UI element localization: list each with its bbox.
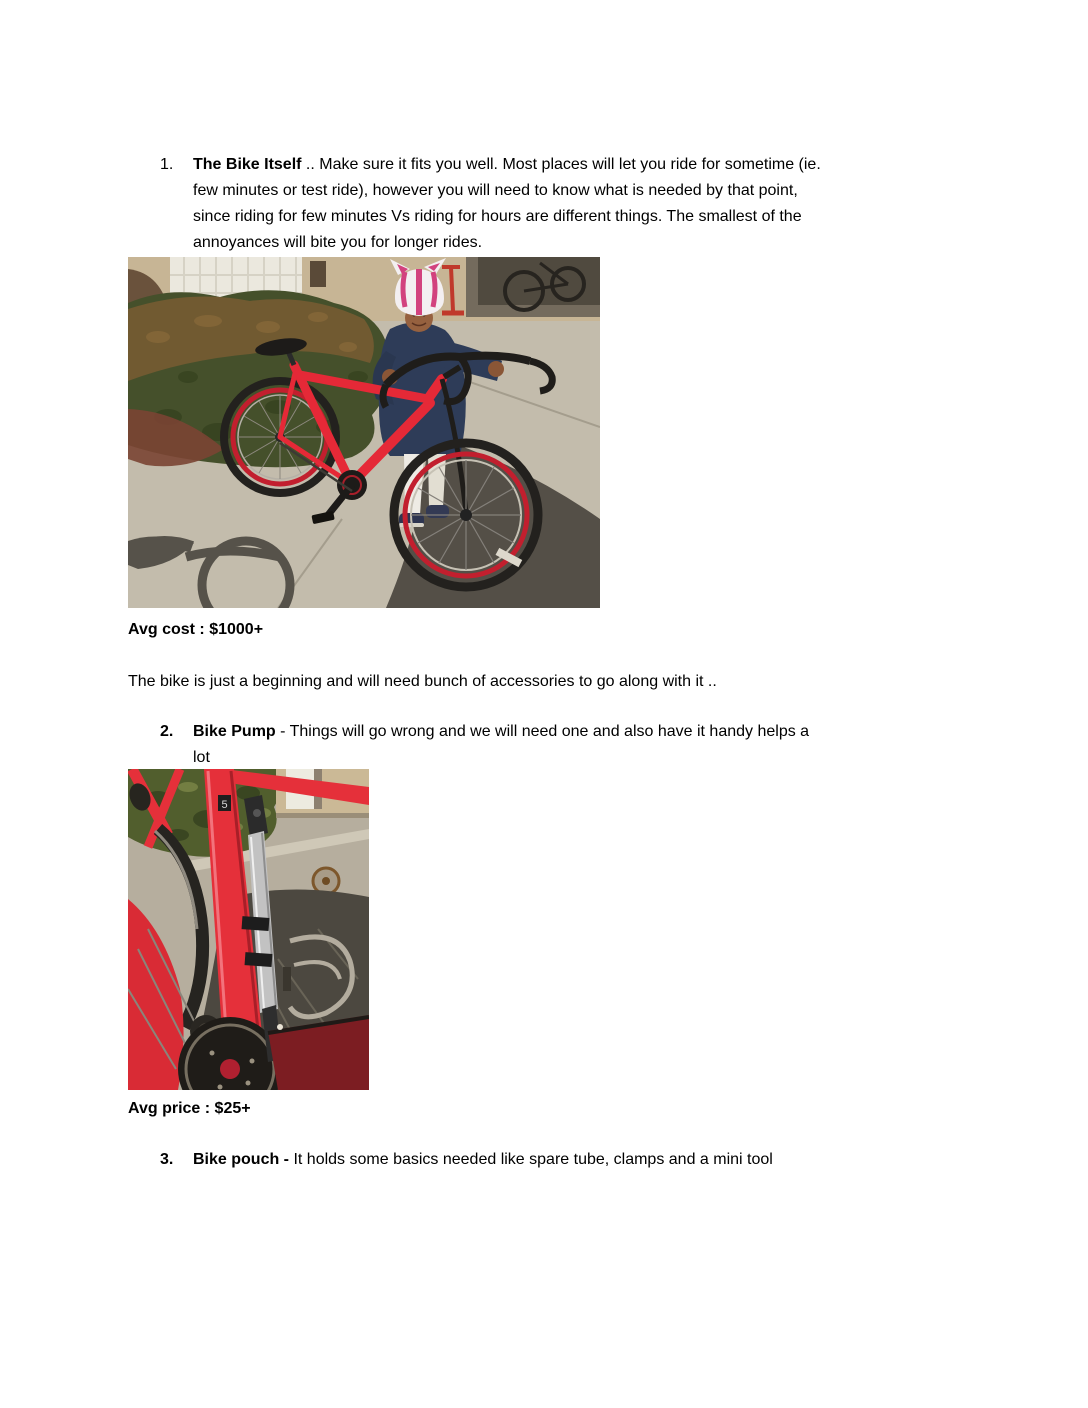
- text-line: lot: [193, 749, 210, 766]
- photo-bike-pump-on-frame: [128, 769, 369, 1090]
- text-line: Bike Pump - Things will go wrong and we will need one and also have it handy helps a: [193, 723, 810, 740]
- text-line: Bike pouch - It holds some basics needed like spare tube, clamps and a mini tool: [193, 1151, 773, 1168]
- list-number: 2.: [160, 723, 174, 740]
- manhole-cover: [313, 868, 339, 894]
- list-item-1: [160, 152, 821, 256]
- list-item-3: [160, 1147, 773, 1173]
- list-item-text: [193, 1147, 773, 1173]
- avg-price-caption: Avg price : $25+: [128, 1100, 251, 1117]
- list-item-text: [193, 719, 809, 771]
- frame-size-sticker: 5: [221, 799, 228, 811]
- text-line: since riding for few minutes Vs riding for hours are different things. The smallest of the: [193, 208, 802, 225]
- open-garage: [466, 257, 600, 317]
- avg-cost-caption: Avg cost : $1000+: [128, 621, 264, 638]
- list-item-text: [193, 152, 821, 256]
- text-line: The Bike Itself .. Make sure it fits you well. Most places will let you ride for sometime (ie.: [193, 156, 821, 173]
- list-number: 1.: [160, 156, 174, 173]
- photo-child-with-red-road-bike: [128, 257, 600, 608]
- text-line: few minutes or test ride), however you will need to know what is needed by that point,: [193, 182, 798, 199]
- front-wheel: [394, 443, 538, 587]
- list-item-2: [160, 719, 809, 771]
- hedge: [128, 290, 391, 467]
- connector-paragraph: The bike is just a beginning and will need bunch of accessories to go along with it ..: [128, 673, 717, 690]
- text-line: annoyances will bite you for longer rides.: [193, 234, 483, 251]
- list-number: 3.: [160, 1151, 174, 1168]
